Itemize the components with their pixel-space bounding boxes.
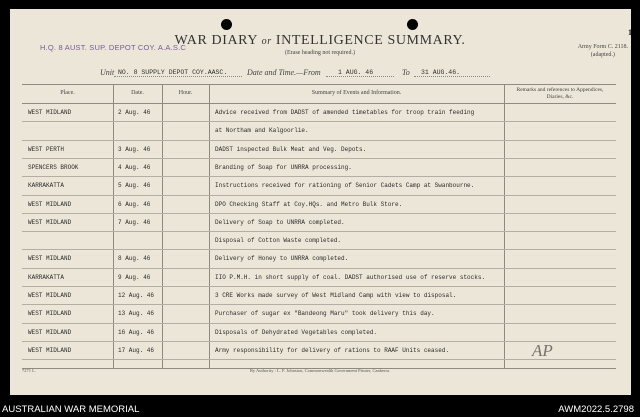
row-summary: at Northam and Kalgoorlie. [215, 127, 309, 135]
row-date: 7 Aug. 46 [118, 218, 151, 226]
row-divider [22, 268, 616, 269]
date-label: Date and Time.—From [247, 68, 321, 77]
date-to: 31 AUG.46. [421, 69, 461, 76]
row-summary: DADST inspected Bulk Meat and Veg. Depots. [215, 145, 367, 153]
row-date: 17 Aug. 46 [118, 346, 155, 354]
row-summary: IIO P.M.H. in short supply of coal. DADST authorised use of reserve stocks. [215, 273, 486, 281]
header-place: Place. [60, 90, 75, 96]
header-hour: Hour. [178, 90, 193, 96]
row-date: 8 Aug. 46 [118, 255, 151, 263]
column-divider [162, 85, 163, 368]
row-divider [22, 121, 616, 122]
row-place: WEST PERTH [28, 145, 65, 153]
row-place: WEST MIDLAND [28, 255, 72, 263]
footer-form-code: 7271 L. [22, 368, 36, 373]
page-number: 1 [628, 28, 632, 37]
row-divider [22, 158, 616, 159]
unit-underline [114, 76, 242, 77]
row-date: 16 Aug. 46 [118, 328, 155, 336]
title-main: WAR DIARY [174, 33, 258, 48]
to-underline [414, 76, 490, 77]
from-underline [326, 76, 394, 77]
row-date: 13 Aug. 46 [118, 310, 155, 318]
row-date: 9 Aug. 46 [118, 273, 151, 281]
row-place: WEST MIDLAND [28, 200, 72, 208]
row-divider [22, 249, 616, 250]
column-divider [209, 85, 210, 368]
row-date: 6 Aug. 46 [118, 200, 151, 208]
row-date: 5 Aug. 46 [118, 182, 151, 190]
row-place: KARRAKATTA [28, 182, 65, 190]
row-place: WEST MIDLAND [28, 328, 72, 336]
punch-hole [407, 19, 418, 30]
header-remarks: Remarks and references to Appendices, Diaries, &c. [516, 87, 604, 100]
title-or: or [261, 36, 272, 47]
row-place: WEST MIDLAND [28, 310, 72, 318]
row-summary: DPO Checking Staff at Coy.HQs. and Metro Bulk Store. [215, 200, 403, 208]
row-place: WEST MIDLAND [28, 218, 72, 226]
caption-accession: AWM2022.5.2798 [558, 404, 634, 415]
row-summary: Advice received from DADST of amended timetables for troop train feeding [215, 109, 475, 116]
row-divider [22, 195, 616, 196]
column-divider [113, 85, 114, 368]
header-date: Date. [131, 90, 144, 96]
row-divider [22, 341, 616, 342]
form-adapted-line: (adapted.) [590, 52, 615, 58]
row-divider [22, 213, 616, 214]
title-rest: INTELLIGENCE SUMMARY. [275, 33, 466, 48]
row-divider [22, 359, 616, 360]
form-number-line: Army Form C. 2118. [577, 44, 628, 50]
footer-authority: By Authority : L. F. Johnston, Commonwealth Government Printer, Canberra. [249, 368, 391, 373]
row-summary: Army responsibility for delivery of rations to RAAF Units ceased. [215, 346, 450, 354]
row-date: 4 Aug. 46 [118, 163, 151, 171]
row-summary: Purchaser of sugar ex "Bandeong Maru" took delivery this day. [215, 310, 435, 318]
row-date: 2 Aug. 46 [118, 109, 151, 116]
row-summary: Branding of Soap for UNRRA processing. [215, 163, 352, 171]
row-divider [22, 176, 616, 177]
row-divider [22, 286, 616, 287]
header-divider [22, 103, 616, 104]
row-summary: Instructions received for rationing of Senior Cadets Camp at Swanbourne. [215, 182, 475, 190]
unit-value: NO. 8 SUPPLY DEPOT COY.AASC. [118, 69, 228, 76]
row-place: KARRAKATTA [28, 273, 65, 281]
to-label: To [402, 68, 410, 77]
column-divider [504, 85, 505, 368]
header-summary: Summary of Events and Information. [311, 90, 402, 96]
row-date: 12 Aug. 46 [118, 292, 155, 299]
row-divider [22, 323, 616, 324]
signature-initials: AP [532, 341, 553, 360]
row-place: WEST MIDLAND [28, 292, 72, 299]
row-place: WEST MIDLAND [28, 109, 72, 116]
row-summary: Disposals of Dehydrated Vegetables completed. [215, 328, 378, 336]
row-summary: Delivery of Honey to UNRRA completed. [215, 255, 349, 263]
unit-stamp: H.Q. 8 AUST. SUP. DEPOT COY. A.A.S.C [40, 43, 187, 52]
diary-table [22, 84, 616, 369]
row-place: SPENCERS BROOK [28, 163, 79, 171]
form-number [578, 43, 628, 59]
title-subtitle: (Erase heading not required.) [285, 50, 355, 56]
caption-institution: AUSTRALIAN WAR MEMORIAL [2, 404, 140, 415]
punch-hole [221, 19, 232, 30]
row-place: WEST MIDLAND [28, 346, 72, 354]
row-date: 3 Aug. 46 [118, 145, 151, 153]
row-summary: 3 CRE Works made survey of West Midland Camp with view to disposal. [215, 292, 457, 299]
unit-label: Unit [100, 68, 115, 77]
row-divider [22, 140, 616, 141]
page-title [0, 33, 640, 49]
row-summary: Delivery of Soap to UNRRA completed. [215, 218, 345, 226]
row-summary: Disposal of Cotton Waste completed. [215, 237, 342, 245]
date-from: 1 AUG. 46 [338, 69, 374, 76]
row-divider [22, 231, 616, 232]
row-divider [22, 304, 616, 305]
